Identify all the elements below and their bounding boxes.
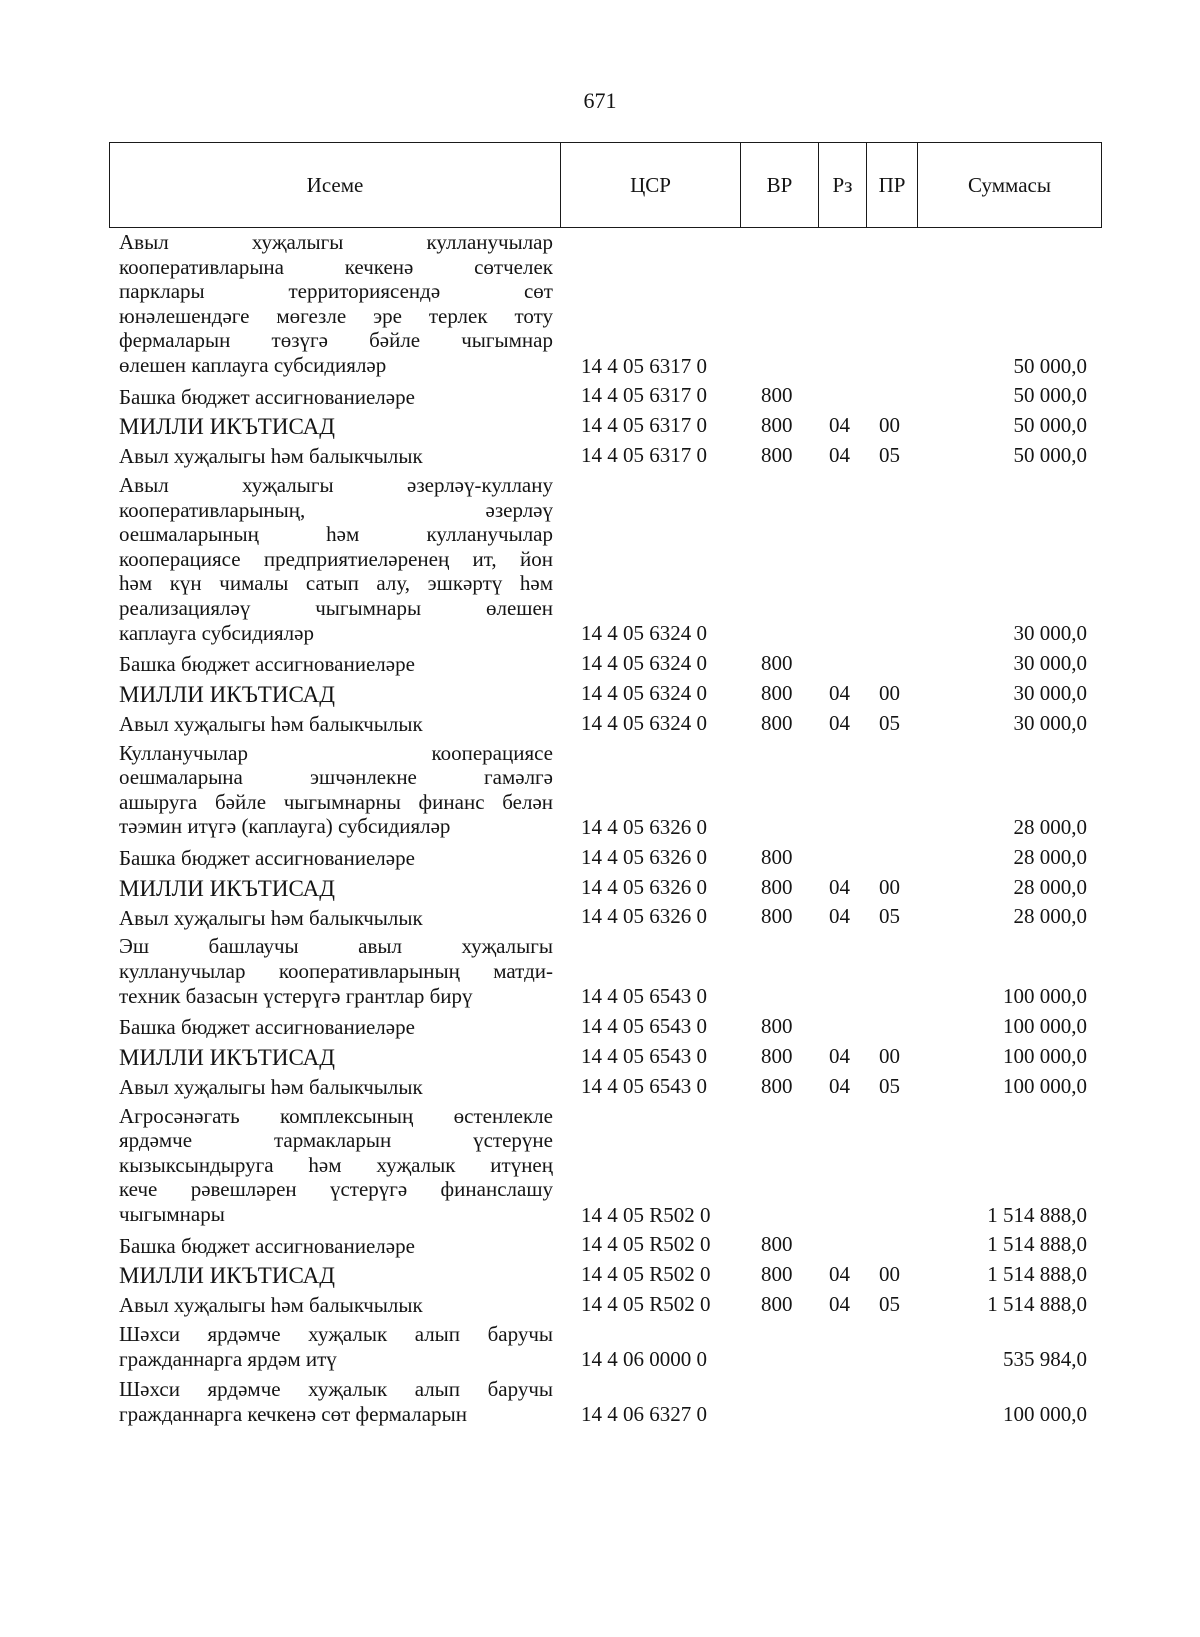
row-sum: 100 000,0 xyxy=(1003,1073,1087,1098)
row-csr: 14 4 05 6317 0 xyxy=(581,353,707,378)
row-rz: 04 xyxy=(829,1043,850,1068)
row-vr: 800 xyxy=(761,1262,793,1287)
row-vr: 800 xyxy=(761,1291,793,1316)
row-name-line: Башка бюджет ассигнованиеләре xyxy=(119,384,415,409)
row-name-line: МИЛЛИ ИКЪТИСАД xyxy=(119,875,335,901)
row-name-line: МИЛЛИ ИКЪТИСАД xyxy=(119,414,335,440)
table-row xyxy=(0,441,1200,471)
row-name-line: гражданнарга ярдәм итү xyxy=(119,1346,337,1371)
row-name xyxy=(119,1260,553,1291)
row-vr: 800 xyxy=(761,680,793,705)
table-row xyxy=(0,1290,1200,1320)
row-pr: 00 xyxy=(879,874,900,899)
row-name-line: техник базасын үстерүгә грантлар бирү xyxy=(119,983,473,1008)
row-sum: 100 000,0 xyxy=(1003,984,1087,1009)
table-row xyxy=(0,1042,1200,1072)
table-row xyxy=(0,1260,1200,1290)
row-name-line: кече рәвешләрен үстерүгә финанслашу xyxy=(119,1177,553,1202)
row-name-line: каплауга субсидияләр xyxy=(119,620,314,645)
row-name-line: Авыл хуҗалыгы кулланучылар xyxy=(119,230,553,254)
table-row xyxy=(0,1012,1200,1042)
row-csr: 14 4 05 6324 0 xyxy=(581,710,707,735)
row-csr: 14 4 05 6317 0 xyxy=(581,413,707,438)
header-vr: ВР xyxy=(741,143,819,227)
row-sum: 50 000,0 xyxy=(1013,383,1087,408)
row-pr: 00 xyxy=(879,1262,900,1287)
row-name xyxy=(119,903,553,934)
row-name xyxy=(119,679,553,710)
row-name-line: ярдәмче тармакларын үстерүне xyxy=(119,1128,553,1153)
row-rz: 04 xyxy=(829,874,850,899)
row-name xyxy=(119,1322,553,1371)
row-rz: 04 xyxy=(829,680,850,705)
header-sum: Суммасы xyxy=(968,172,1051,197)
row-pr: 00 xyxy=(879,413,900,438)
row-sum: 1 514 888,0 xyxy=(987,1291,1087,1316)
row-name xyxy=(119,1231,553,1262)
row-csr: 14 4 05 6543 0 xyxy=(581,1043,707,1068)
row-sum: 100 000,0 xyxy=(1003,1402,1087,1427)
row-csr: 14 4 05 6543 0 xyxy=(581,1013,707,1038)
table-row xyxy=(0,873,1200,903)
row-sum: 28 000,0 xyxy=(1013,844,1087,869)
table-row xyxy=(0,709,1200,739)
table-row xyxy=(0,1375,1200,1430)
row-sum: 1 514 888,0 xyxy=(987,1202,1087,1227)
row-vr: 800 xyxy=(761,1013,793,1038)
table-row xyxy=(0,471,1200,649)
row-pr: 00 xyxy=(879,680,900,705)
header-pr: ПР xyxy=(867,143,918,227)
row-vr: 800 xyxy=(761,710,793,735)
row-rz: 04 xyxy=(829,1291,850,1316)
row-sum: 28 000,0 xyxy=(1013,814,1087,839)
row-name xyxy=(119,441,553,472)
row-csr: 14 4 05 6326 0 xyxy=(581,814,707,839)
row-sum: 50 000,0 xyxy=(1013,442,1087,467)
row-sum: 28 000,0 xyxy=(1013,904,1087,929)
table-row xyxy=(0,903,1200,933)
row-rz: 04 xyxy=(829,1073,850,1098)
row-name xyxy=(119,382,553,413)
table-row xyxy=(0,1102,1200,1231)
row-name-line: Агросәнәгать комплексының өстенлекле xyxy=(119,1103,553,1128)
row-name-line: Шәхси ярдәмче хуҗалык алып баручы xyxy=(119,1377,553,1402)
row-name-line: кулланучылар кооперативларының матди- xyxy=(119,958,553,983)
row-name-line: Авыл хуҗалыгы һәм балыкчылык xyxy=(119,444,423,469)
row-csr: 14 4 05 R502 0 xyxy=(581,1262,711,1287)
row-pr: 05 xyxy=(879,442,900,467)
table-row xyxy=(0,382,1200,412)
row-name xyxy=(119,843,553,874)
row-name-line: реализацияләү чыгымнары өлешен xyxy=(119,595,553,620)
row-name-line: тәэмин итүгә (каплауга) субсидияләр xyxy=(119,814,451,839)
row-name-line: Шәхси ярдәмче хуҗалык алып баручы xyxy=(119,1321,553,1346)
table-row xyxy=(0,1231,1200,1261)
row-name xyxy=(119,741,553,839)
row-pr: 05 xyxy=(879,1291,900,1316)
row-name-line: Башка бюджет ассигнованиеләре xyxy=(119,1015,415,1040)
row-name-line: Башка бюджет ассигнованиеләре xyxy=(119,845,415,870)
row-csr: 14 4 05 6326 0 xyxy=(581,874,707,899)
row-name xyxy=(119,1290,553,1321)
row-sum: 30 000,0 xyxy=(1013,621,1087,646)
row-sum: 100 000,0 xyxy=(1003,1043,1087,1068)
row-name-line: кооперациясе предприятиеләренең ит, йон xyxy=(119,546,553,571)
row-name-line: МИЛЛИ ИКЪТИСАД xyxy=(119,681,335,707)
row-sum: 30 000,0 xyxy=(1013,710,1087,735)
row-csr: 14 4 05 R502 0 xyxy=(581,1202,711,1227)
row-name xyxy=(119,1012,553,1043)
row-name xyxy=(119,1377,553,1426)
row-name-line: Авыл хуҗалыгы әзерләү-куллану xyxy=(119,472,553,497)
table-row xyxy=(0,932,1200,1012)
row-pr: 05 xyxy=(879,904,900,929)
row-csr: 14 4 06 0000 0 xyxy=(581,1347,707,1372)
row-name-line: ашыруга бәйле чыгымнарны финанс белән xyxy=(119,789,553,814)
row-rz: 04 xyxy=(829,413,850,438)
row-sum: 1 514 888,0 xyxy=(987,1262,1087,1287)
table-row xyxy=(0,1320,1200,1375)
row-csr: 14 4 05 6324 0 xyxy=(581,680,707,705)
row-csr: 14 4 05 6317 0 xyxy=(581,383,707,408)
row-name xyxy=(119,934,553,1008)
row-name-line: фермаларын төзүгә бәйле чыгымнар xyxy=(119,328,553,353)
row-csr: 14 4 05 6324 0 xyxy=(581,621,707,646)
row-name-line: Кулланучылар кооперациясе xyxy=(119,740,553,765)
header-rz: Рз xyxy=(819,143,867,227)
row-csr: 14 4 05 6326 0 xyxy=(581,844,707,869)
row-name-line: Авыл хуҗалыгы һәм балыкчылык xyxy=(119,905,423,930)
table-row xyxy=(0,1072,1200,1102)
row-csr: 14 4 05 R502 0 xyxy=(581,1291,711,1316)
row-name xyxy=(119,649,553,680)
row-vr: 800 xyxy=(761,874,793,899)
row-pr: 00 xyxy=(879,1043,900,1068)
row-vr: 800 xyxy=(761,650,793,675)
row-sum: 50 000,0 xyxy=(1013,413,1087,438)
header-csr: ЦСР xyxy=(561,143,741,227)
table-row xyxy=(0,228,1200,382)
row-name xyxy=(119,1042,553,1073)
header-name: Исеме xyxy=(110,143,561,227)
row-name-line: Эш башлаучы авыл хуҗалыгы xyxy=(119,934,553,959)
row-name-line: кооперативларының, әзерләү xyxy=(119,497,553,522)
row-rz: 04 xyxy=(829,904,850,929)
page-number: 671 xyxy=(583,88,617,113)
row-name xyxy=(119,709,553,740)
row-rz: 04 xyxy=(829,710,850,735)
row-name-line: кызыксындыруга һәм хуҗалык итүнең xyxy=(119,1152,553,1177)
row-vr: 800 xyxy=(761,413,793,438)
row-vr: 800 xyxy=(761,1043,793,1068)
row-csr: 14 4 05 6317 0 xyxy=(581,442,707,467)
row-name xyxy=(119,1072,553,1103)
row-pr: 05 xyxy=(879,710,900,735)
row-name-line: Башка бюджет ассигнованиеләре xyxy=(119,652,415,677)
row-name xyxy=(119,230,553,378)
table-row xyxy=(0,649,1200,679)
row-csr: 14 4 05 R502 0 xyxy=(581,1232,711,1257)
row-rz: 04 xyxy=(829,1262,850,1287)
row-csr: 14 4 05 6543 0 xyxy=(581,984,707,1009)
table-row xyxy=(0,411,1200,441)
table-row xyxy=(0,739,1200,843)
row-sum: 535 984,0 xyxy=(1003,1347,1087,1372)
row-name xyxy=(119,411,553,442)
row-sum: 50 000,0 xyxy=(1013,353,1087,378)
row-vr: 800 xyxy=(761,1232,793,1257)
row-name-line: МИЛЛИ ИКЪТИСАД xyxy=(119,1044,335,1070)
table-row xyxy=(0,679,1200,709)
row-name xyxy=(119,873,553,904)
row-name-line: өлешен каплауга субсидияләр xyxy=(119,352,387,377)
row-vr: 800 xyxy=(761,442,793,467)
row-name-line: Авыл хуҗалыгы һәм балыкчылык xyxy=(119,711,423,736)
row-csr: 14 4 05 6324 0 xyxy=(581,650,707,675)
row-name-line: һәм күн чималы сатып алу, эшкәртү һәм xyxy=(119,571,553,596)
row-sum: 1 514 888,0 xyxy=(987,1232,1087,1257)
row-vr: 800 xyxy=(761,383,793,408)
row-name-line: парклары территориясендә сөт xyxy=(119,279,553,304)
table-body xyxy=(0,228,1200,1430)
row-name-line: Башка бюджет ассигнованиеләре xyxy=(119,1233,415,1258)
row-vr: 800 xyxy=(761,904,793,929)
row-name-line: МИЛЛИ ИКЪТИСАД xyxy=(119,1263,335,1289)
row-name-line: чыгымнары xyxy=(119,1201,225,1226)
row-name-line: юнәлешендәге мөгезле эре терлек тоту xyxy=(119,303,553,328)
row-name-line: Авыл хуҗалыгы һәм балыкчылык xyxy=(119,1074,423,1099)
row-sum: 30 000,0 xyxy=(1013,680,1087,705)
row-name-line: оешмаларының һәм кулланучылар xyxy=(119,522,553,547)
row-name xyxy=(119,1104,553,1227)
row-sum: 100 000,0 xyxy=(1003,1013,1087,1038)
table-row xyxy=(0,843,1200,873)
row-rz: 04 xyxy=(829,442,850,467)
row-name-line: Авыл хуҗалыгы һәм балыкчылык xyxy=(119,1293,423,1318)
row-pr: 05 xyxy=(879,1073,900,1098)
row-sum: 30 000,0 xyxy=(1013,650,1087,675)
row-name-line: оешмаларына эшчәнлекне гамәлгә xyxy=(119,765,553,790)
row-name xyxy=(119,473,553,645)
table-header xyxy=(109,142,1102,228)
row-csr: 14 4 05 6543 0 xyxy=(581,1073,707,1098)
row-name-line: кооперативларына кечкенә сөтчелек xyxy=(119,254,553,279)
row-csr: 14 4 05 6326 0 xyxy=(581,904,707,929)
row-vr: 800 xyxy=(761,1073,793,1098)
row-csr: 14 4 06 6327 0 xyxy=(581,1402,707,1427)
row-vr: 800 xyxy=(761,844,793,869)
row-sum: 28 000,0 xyxy=(1013,874,1087,899)
row-name-line: гражданнарга кечкенә сөт фермаларын xyxy=(119,1401,467,1426)
